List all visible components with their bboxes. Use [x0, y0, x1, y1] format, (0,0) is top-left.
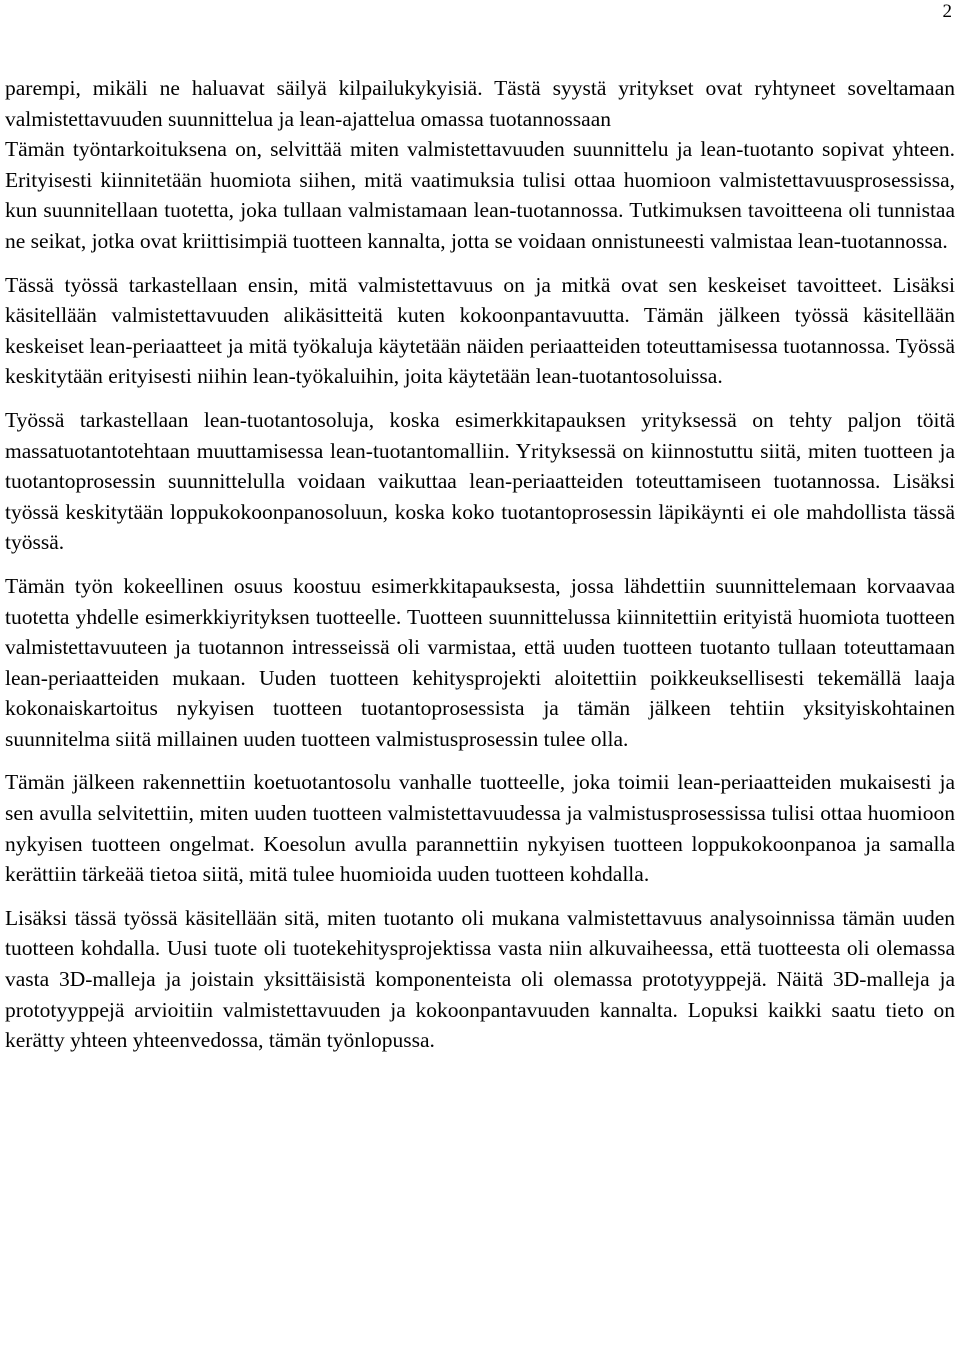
page-number: 2	[942, 1, 952, 22]
paragraph-3: Tässä työssä tarkastellaan ensin, mitä valmistettavuus on ja mitkä ovat sen keskeiset tavoitteet. Lisäksi käsitellään valmistettavuuden alikäsitteitä kuten kokoonpantavuutta. Tämän jälkeen työssä käsitellään keskeiset lean-periaatteet ja mitä työkaluja käytetään näiden periaatteiden toteuttamisessa tuotannossa. Työssä keskitytään erityisesti niihin lean-työkaluihin, joita käytetään lean-tuotantosoluissa.	[5, 272, 955, 389]
paragraph-7: Lisäksi tässä työssä käsitellään sitä, miten tuotanto oli mukana valmistettavuus analysoinnissa tämän uuden tuotteen kohdalla. Uusi tuote oli tuotekehitysprojektissa vasta niin alkuvaiheessa, että tuotteesta oli olemassa vasta 3D-malleja ja joistain yksittäisistä komponenteista oli olemassa prototyyppejä. Näitä 3D-malleja ja prototyyppejä arvioitiin valmistettavuuden ja kokoonpantavuuden kannalta. Lopuksi kaikki saatu tieto on kerätty yhteen yhteenvedossa, tämän työnlopussa.	[5, 905, 955, 1053]
paragraph-4: Työssä tarkastellaan lean-tuotantosoluja, koska esimerkkitapauksen yrityksessä on tehty paljon töitä massatuotantotehtaan muuttamisessa lean-tuotantomalliin. Yrityksessä on kiinnostuttu siitä, miten tuotteen ja tuotantoprosessin suunnittelulla voidaan vaikuttaa lean-periaatteiden toteuttamiseen tuotannossa. Lisäksi työssä keskitytään loppukokoonpanosoluun, koska koko tuotantoprosessin läpikäynti ei ole mahdollista tässä työssä.	[5, 407, 955, 555]
document-body	[5, 73, 955, 1056]
paragraph-2: Tämän työntarkoituksena on, selvittää miten valmistettavuuden suunnittelu ja lean-tuotanto sopivat yhteen. Erityisesti kiinnitetään huomiota siihen, mitä vaatimuksia tulisi ottaa huomioon valmistettavuusprosessissa, kun suunnitellaan tuotetta, joka tullaan valmistamaan lean-tuotannossa. Tutkimuksen tavoitteena oli tunnistaa ne seikat, jotka ovat kriittisimpiä tuotteen kannalta, jotta se voidaan onnistuneesti valmistaa lean-tuotannossa.	[5, 137, 955, 253]
paragraph-6: Tämän jälkeen rakennettiin koetuotantosolu vanhalle tuotteelle, joka toimii lean-periaatteiden mukaisesti ja sen avulla selvitettiin, miten uuden tuotteen valmistettavuudessa ja valmistusprosessissa tulisi ottaa huomioon nykyisen tuotteen ongelmat. Koesolun avulla parannettiin nykyisen tuotteen loppukokoonpanoa ja samalla kerättiin tärkeää tietoa siitä, mitä tulee huomioida uuden tuotteen kohdalla.	[5, 770, 955, 887]
paragraph-5: Tämän työn kokeellinen osuus koostuu esimerkkitapauksesta, jossa lähdettiin suunnittelemaan korvaavaa tuotetta yhdelle esimerkkiyrityksen tuotteelle. Tuotteen suunnittelussa kiinnitettiin erityistä huomiota tuotteen valmistettavuuteen ja tuotannon intresseissä oli varmistaa, että uuden tuotteen tuotanto tullaan toteuttamaan lean-periaatteiden mukaan. Uuden tuotteen kehitysprojekti aloitettiin poikkeuksellisesti tekemällä laaja kokonaiskartoitus nykyisen tuotteen tuotantoprosessista ja tämän jälkeen tehtiin yksityiskohtainen suunnitelma siitä millainen uuden tuotteen valmistusprosessin tulee olla.	[5, 573, 955, 751]
paragraph-1: parempi, mikäli ne haluavat säilyä kilpailukykyisiä. Tästä syystä yritykset ovat ryhtyneet soveltamaan valmistettavuuden suunnittelua ja lean-ajattelua omassa tuotannossaan	[5, 76, 955, 131]
